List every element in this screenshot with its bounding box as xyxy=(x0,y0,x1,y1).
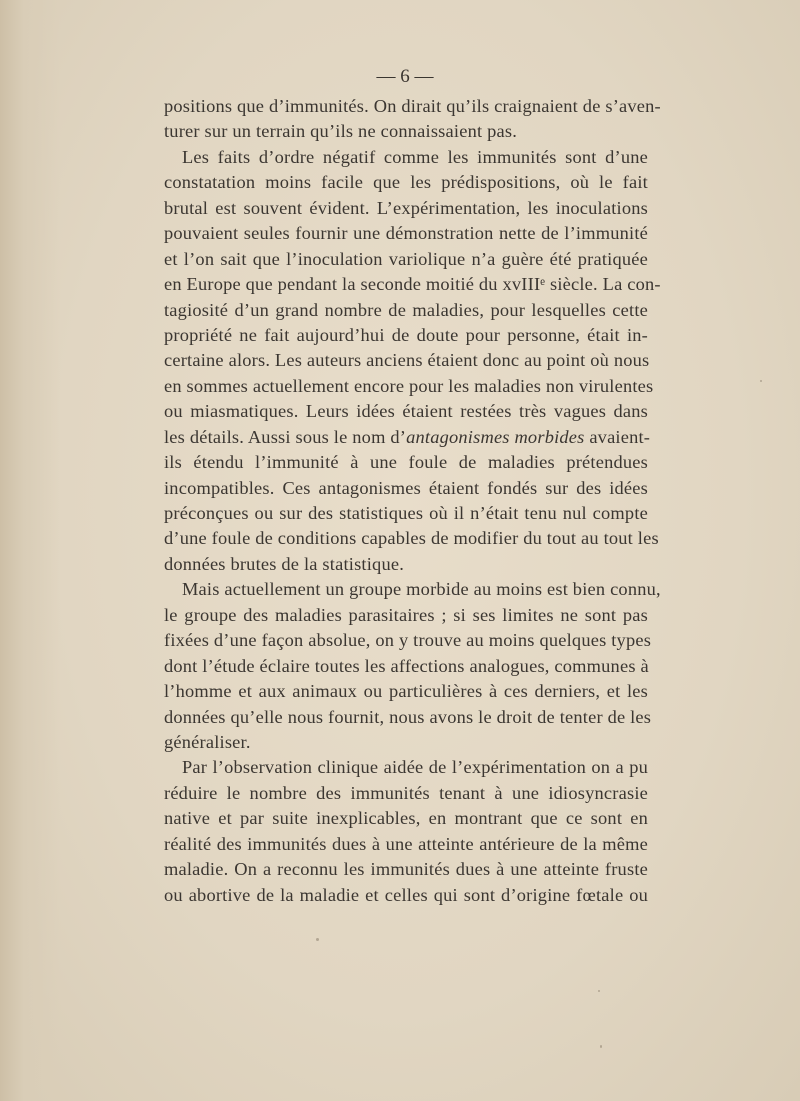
text-line: données brutes de la statistique. xyxy=(164,553,405,574)
text-line: native et par suite inexplicables, en montrant que ce sont en xyxy=(164,808,648,829)
text-line: et l’on sait que l’inoculation variolique n’a guère été pratiquée xyxy=(164,248,648,269)
text-line: réduire le nombre des immunités tenant à une idiosyncrasie xyxy=(164,782,648,803)
text-line: ou abortive de la maladie et celles qui sont d’origine fœtale ou xyxy=(164,884,648,905)
text-line: réalité des immunités dues à une atteinte antérieure de la même xyxy=(164,833,648,854)
italic-term: antagonismes morbides xyxy=(406,426,585,447)
text-line: constatation moins facile que les prédispositions, où le fait xyxy=(164,172,648,193)
text-line: préconçues ou sur des statistiques où il n’était tenu nul compte xyxy=(164,503,648,523)
text-line: en sommes actuellement encore pour les maladies non virulentes xyxy=(164,375,654,396)
body-text xyxy=(164,94,661,908)
text-line: maladie. On a reconnu les immunités dues à une atteinte fruste xyxy=(164,859,648,880)
text-line: le groupe des maladies parasitaires ; si ses limites ne sont pas xyxy=(164,604,648,625)
text-line: incompatibles. Ces antagonismes étaient fondés sur des idées xyxy=(164,477,648,498)
text-segment: avaient- xyxy=(584,426,651,447)
text-segment: les détails. Aussi sous le nom d’ xyxy=(164,426,407,447)
text-line: généraliser. xyxy=(164,731,251,752)
text-line: d’une foule de conditions capables de modifier du tout au tout les xyxy=(164,528,659,549)
text-line: dont l’étude éclaire toutes les affections analogues, communes à xyxy=(164,655,649,676)
text-line: Mais actuellement un groupe morbide au moins est bien connu, xyxy=(182,579,661,600)
text-line: certaine alors. Les auteurs anciens étaient donc au point où nous xyxy=(164,350,650,371)
paper-speck xyxy=(598,990,600,992)
text-line-with-italic xyxy=(164,425,651,450)
page-edge-shadow xyxy=(0,0,60,1101)
text-line: données qu’elle nous fournit, nous avons le droit de tenter de les xyxy=(164,706,652,727)
paper-speck xyxy=(316,938,319,941)
text-line: ils étendu l’immunité à une foule de maladies prétendues xyxy=(164,452,648,473)
text-line: pouvaient seules fournir une démonstration nette de l’immunité xyxy=(164,223,648,244)
paper-speck xyxy=(760,380,762,382)
text-line: brutal est souvent évident. L’expérimentation, les inoculations xyxy=(164,197,648,218)
text-line: turer sur un terrain qu’ils ne connaissaient pas. xyxy=(164,121,517,142)
text-line: positions que d’immunités. On dirait qu’ils craignaient de s’aven- xyxy=(164,96,661,116)
page-number: — 6 — xyxy=(376,66,434,87)
text-line: propriété ne fait aujourd’hui de doute pour personne, était in- xyxy=(164,324,648,345)
text-line: Par l’observation clinique aidée de l’expérimentation on a pu xyxy=(182,757,648,778)
text-line: fixées d’une façon absolue, on y trouve au moins quelques types xyxy=(164,630,652,651)
paper-speck xyxy=(600,1045,602,1048)
text-line: Les faits d’ordre négatif comme les immunités sont d’une xyxy=(182,146,648,167)
text-line: ou miasmatiques. Leurs idées étaient restées très vagues dans xyxy=(164,401,648,422)
text-line: l’homme et aux animaux ou particulières à ces derniers, et les xyxy=(164,681,648,702)
text-line: en Europe que pendant la seconde moitié du xvIIIᵉ siècle. La con- xyxy=(164,274,661,295)
text-line: tagiosité d’un grand nombre de maladies, pour lesquelles cette xyxy=(164,299,648,320)
